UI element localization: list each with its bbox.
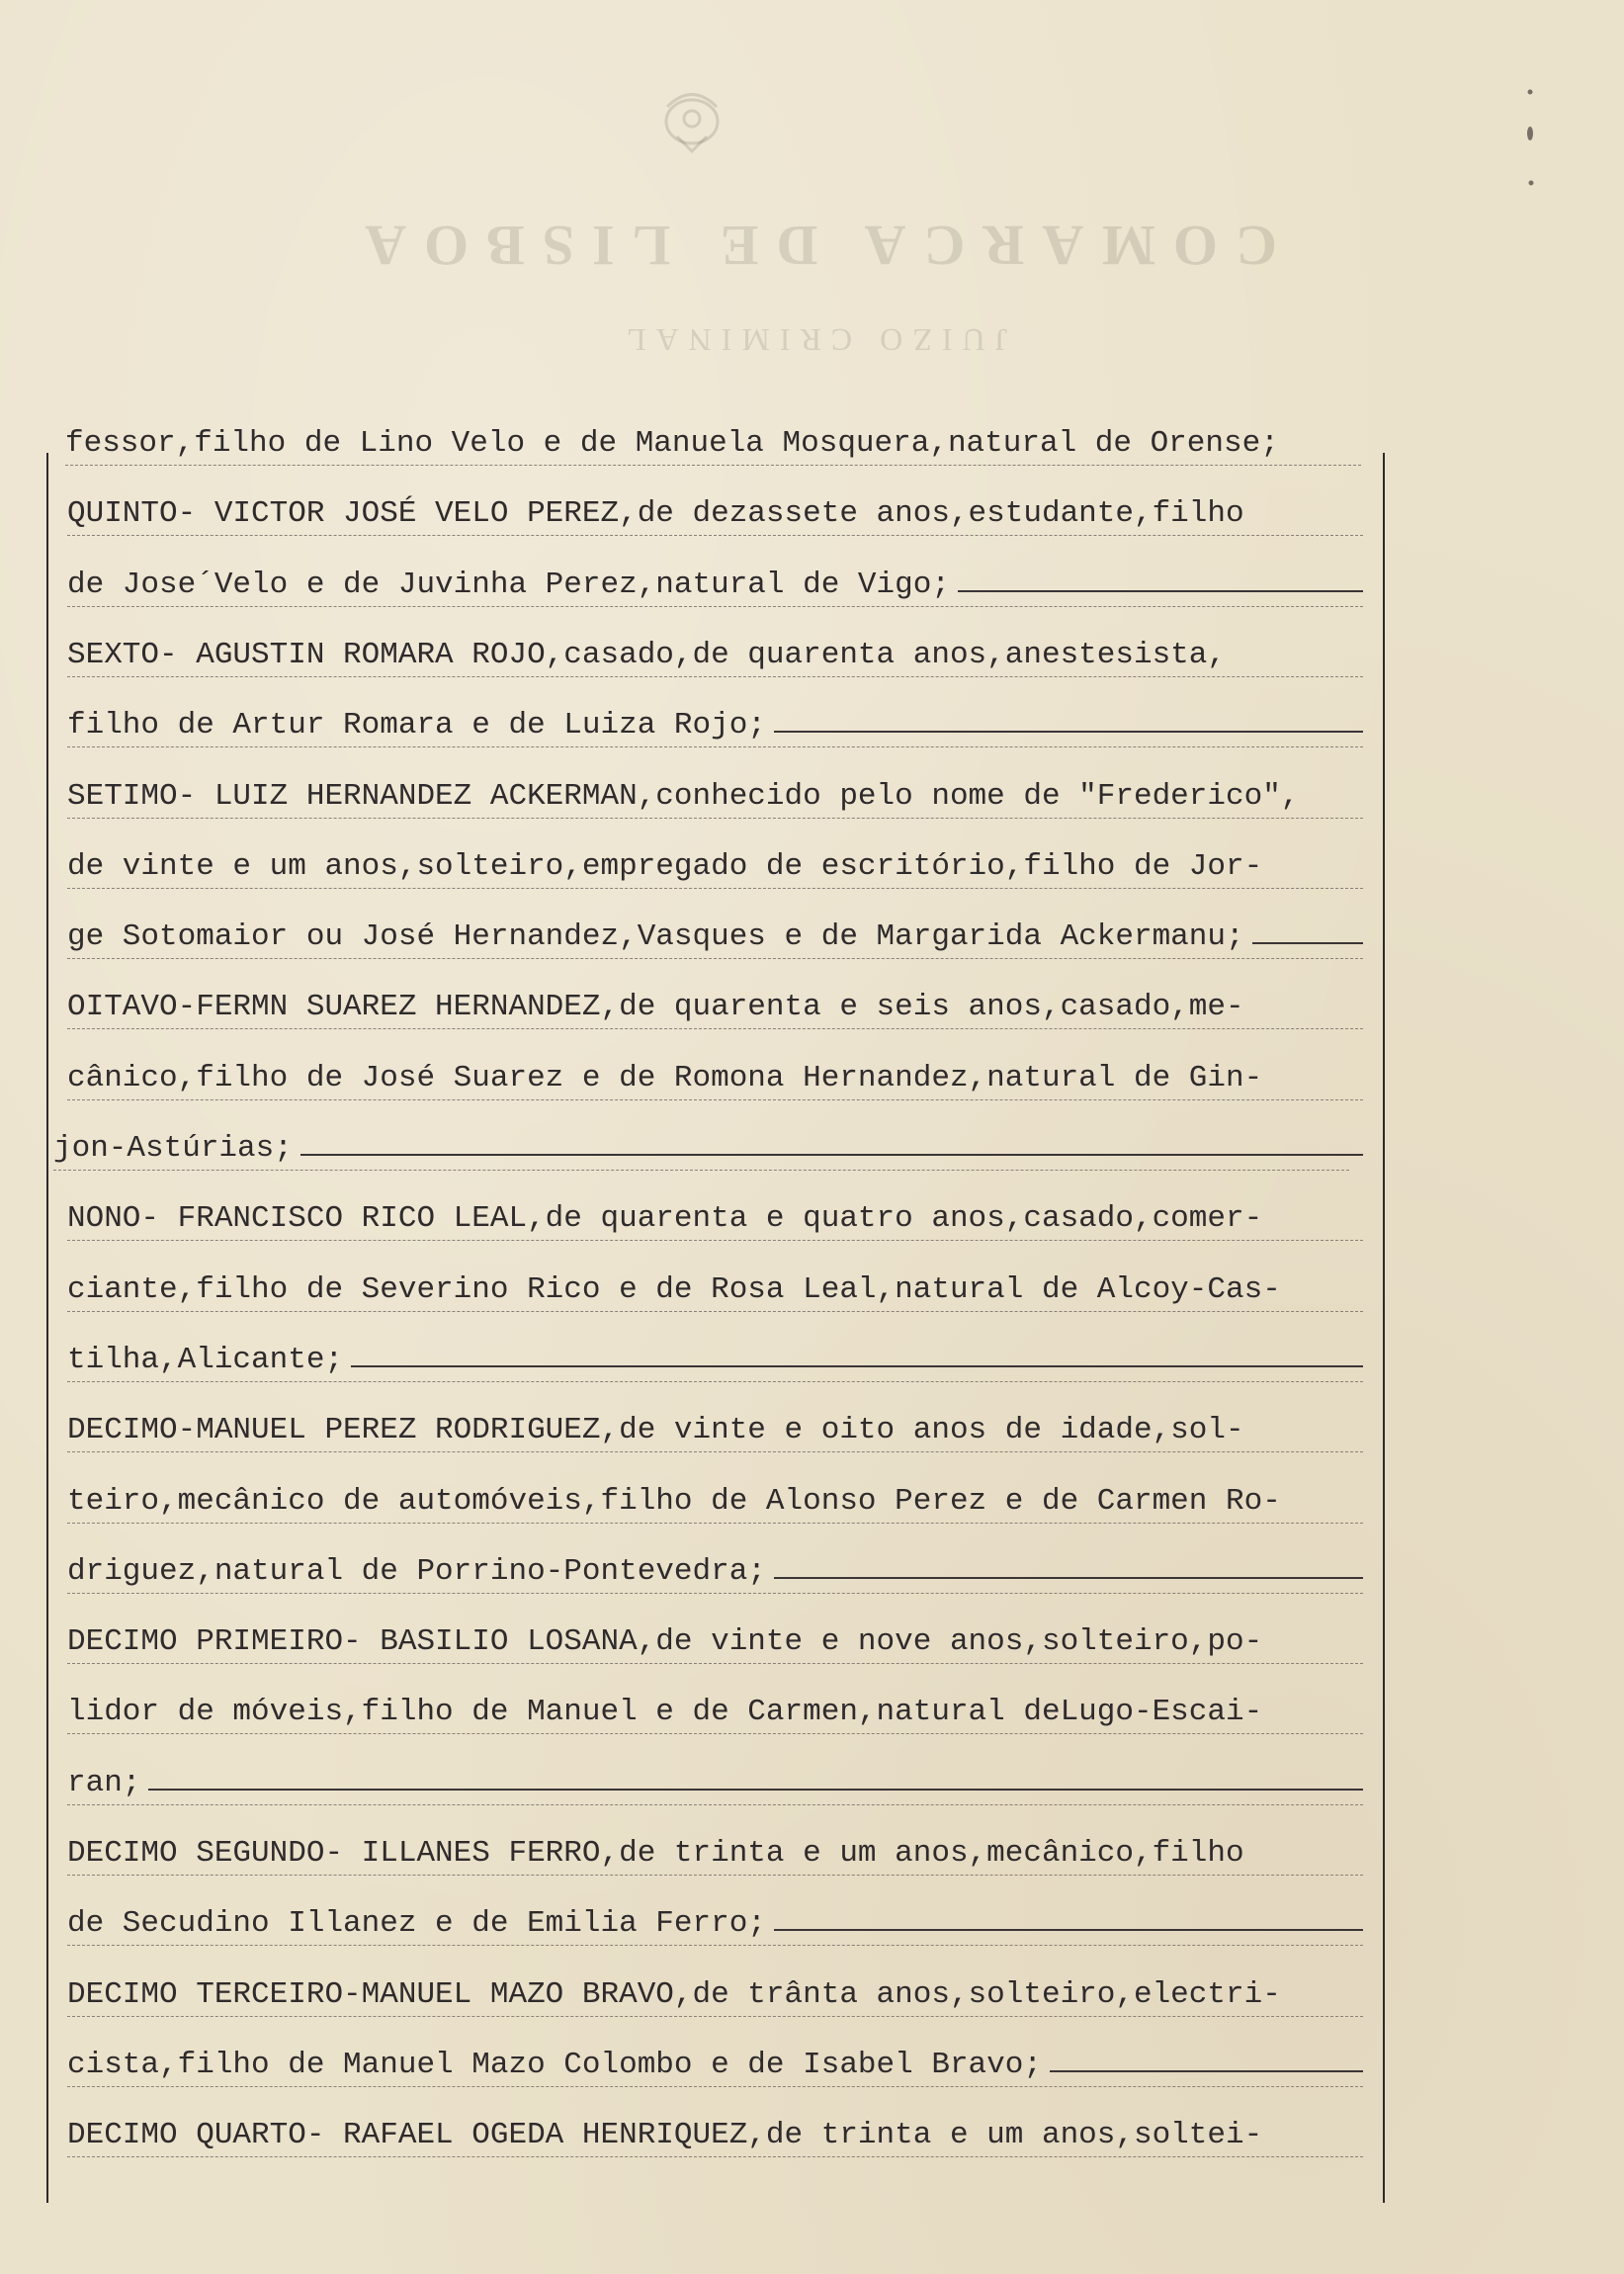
filler-rule — [1050, 2070, 1363, 2072]
text-line — [67, 1621, 1363, 1664]
text-line — [67, 1340, 1363, 1382]
line-text: de vinte e um anos,solteiro,empregado de escritório,filho de Jor- — [67, 849, 1263, 884]
filler-rule — [774, 731, 1363, 733]
line-text: ciante,filho de Severino Rico e de Rosa Leal,natural de Alcoy-Cas- — [67, 1272, 1281, 1307]
crest-watermark-icon — [647, 77, 736, 156]
text-line — [67, 1481, 1363, 1524]
text-line — [67, 1198, 1363, 1241]
text-line — [67, 705, 1363, 747]
line-text: DECIMO SEGUNDO- ILLANES FERRO,de trinta e um anos,mecânico,filho — [67, 1836, 1244, 1871]
line-text: OITAVO-FERMN SUAREZ HERNANDEZ,de quarenta e seis anos,casado,me- — [67, 990, 1244, 1024]
line-text: teiro,mecânico de automóveis,filho de Alonso Perez e de Carmen Ro- — [67, 1484, 1281, 1519]
line-text: DECIMO TERCEIRO-MANUEL MAZO BRAVO,de trânta anos,solteiro,electri- — [67, 1977, 1281, 2012]
line-text: de Secudino Illanez e de Emilia Ferro; — [67, 1906, 766, 1941]
text-line — [67, 1410, 1363, 1452]
text-line — [67, 1903, 1363, 1946]
text-line — [67, 776, 1363, 819]
line-text: ge Sotomaior ou José Hernandez,Vasques e de Margarida Ackermanu; — [67, 919, 1244, 954]
filler-rule — [774, 1929, 1363, 1931]
text-line — [67, 2045, 1363, 2087]
text-line — [67, 635, 1363, 677]
line-text: DECIMO PRIMEIRO- BASILIO LOSANA,de vinte e nove anos,solteiro,po- — [67, 1624, 1263, 1659]
line-text: driguez,natural de Porrino-Pontevedra; — [67, 1554, 766, 1589]
line-text: jon-Astúrias; — [53, 1131, 293, 1166]
line-text: filho de Artur Romara e de Luiza Rojo; — [67, 708, 766, 743]
filler-rule — [958, 590, 1363, 592]
text-line — [67, 565, 1363, 607]
line-text: cista,filho de Manuel Mazo Colombo e de Isabel Bravo; — [67, 2048, 1042, 2082]
line-text: QUINTO- VICTOR JOSÉ VELO PEREZ,de dezassete anos,estudante,filho — [67, 496, 1244, 531]
line-text: DECIMO-MANUEL PEREZ RODRIGUEZ,de vinte e oito anos de idade,sol- — [67, 1413, 1244, 1447]
line-text: fessor,filho de Lino Velo e de Manuela Mosquera,natural de Orense; — [65, 426, 1279, 461]
text-line — [67, 1058, 1363, 1100]
text-line — [67, 1763, 1363, 1805]
filler-rule — [351, 1365, 1363, 1367]
text-line — [67, 2115, 1363, 2157]
text-line — [67, 846, 1363, 889]
line-text: DECIMO QUARTO- RAFAEL OGEDA HENRIQUEZ,de trinta e um anos,soltei- — [67, 2118, 1263, 2152]
text-line — [67, 1692, 1363, 1734]
filler-rule — [1252, 942, 1363, 944]
text-line — [67, 917, 1363, 959]
text-line — [65, 423, 1361, 466]
margin-marks — [1520, 84, 1540, 193]
text-line — [67, 493, 1363, 536]
line-text: lidor de móveis,filho de Manuel e de Carmen,natural deLugo-Escai- — [67, 1695, 1263, 1729]
text-line — [53, 1128, 1349, 1171]
letterhead-title-bleed: COMARCA DE LISBOA — [347, 214, 1277, 278]
text-line — [67, 1269, 1363, 1312]
text-line — [67, 1833, 1363, 1876]
filler-rule — [148, 1789, 1363, 1791]
filler-rule — [774, 1577, 1363, 1579]
line-text: ran; — [67, 1766, 141, 1800]
line-text: NONO- FRANCISCO RICO LEAL,de quarenta e quatro anos,casado,comer- — [67, 1201, 1263, 1236]
line-text: tilha,Alicante; — [67, 1343, 344, 1377]
letterhead-subtitle-bleed: JUIZO CRIMINAL — [616, 322, 1008, 358]
line-text: cânico,filho de José Suarez e de Romona Hernandez,natural de Gin- — [67, 1061, 1263, 1095]
line-text: de Jose´Velo e de Juvinha Perez,natural de Vigo; — [67, 568, 950, 602]
text-line — [67, 1974, 1363, 2017]
line-text: SEXTO- AGUSTIN ROMARA ROJO,casado,de quarenta anos,anestesista, — [67, 638, 1226, 672]
filler-rule — [300, 1154, 1363, 1156]
line-text: SETIMO- LUIZ HERNANDEZ ACKERMAN,conhecido pelo nome de "Frederico", — [67, 779, 1300, 814]
text-line — [67, 1551, 1363, 1594]
text-line — [67, 987, 1363, 1029]
